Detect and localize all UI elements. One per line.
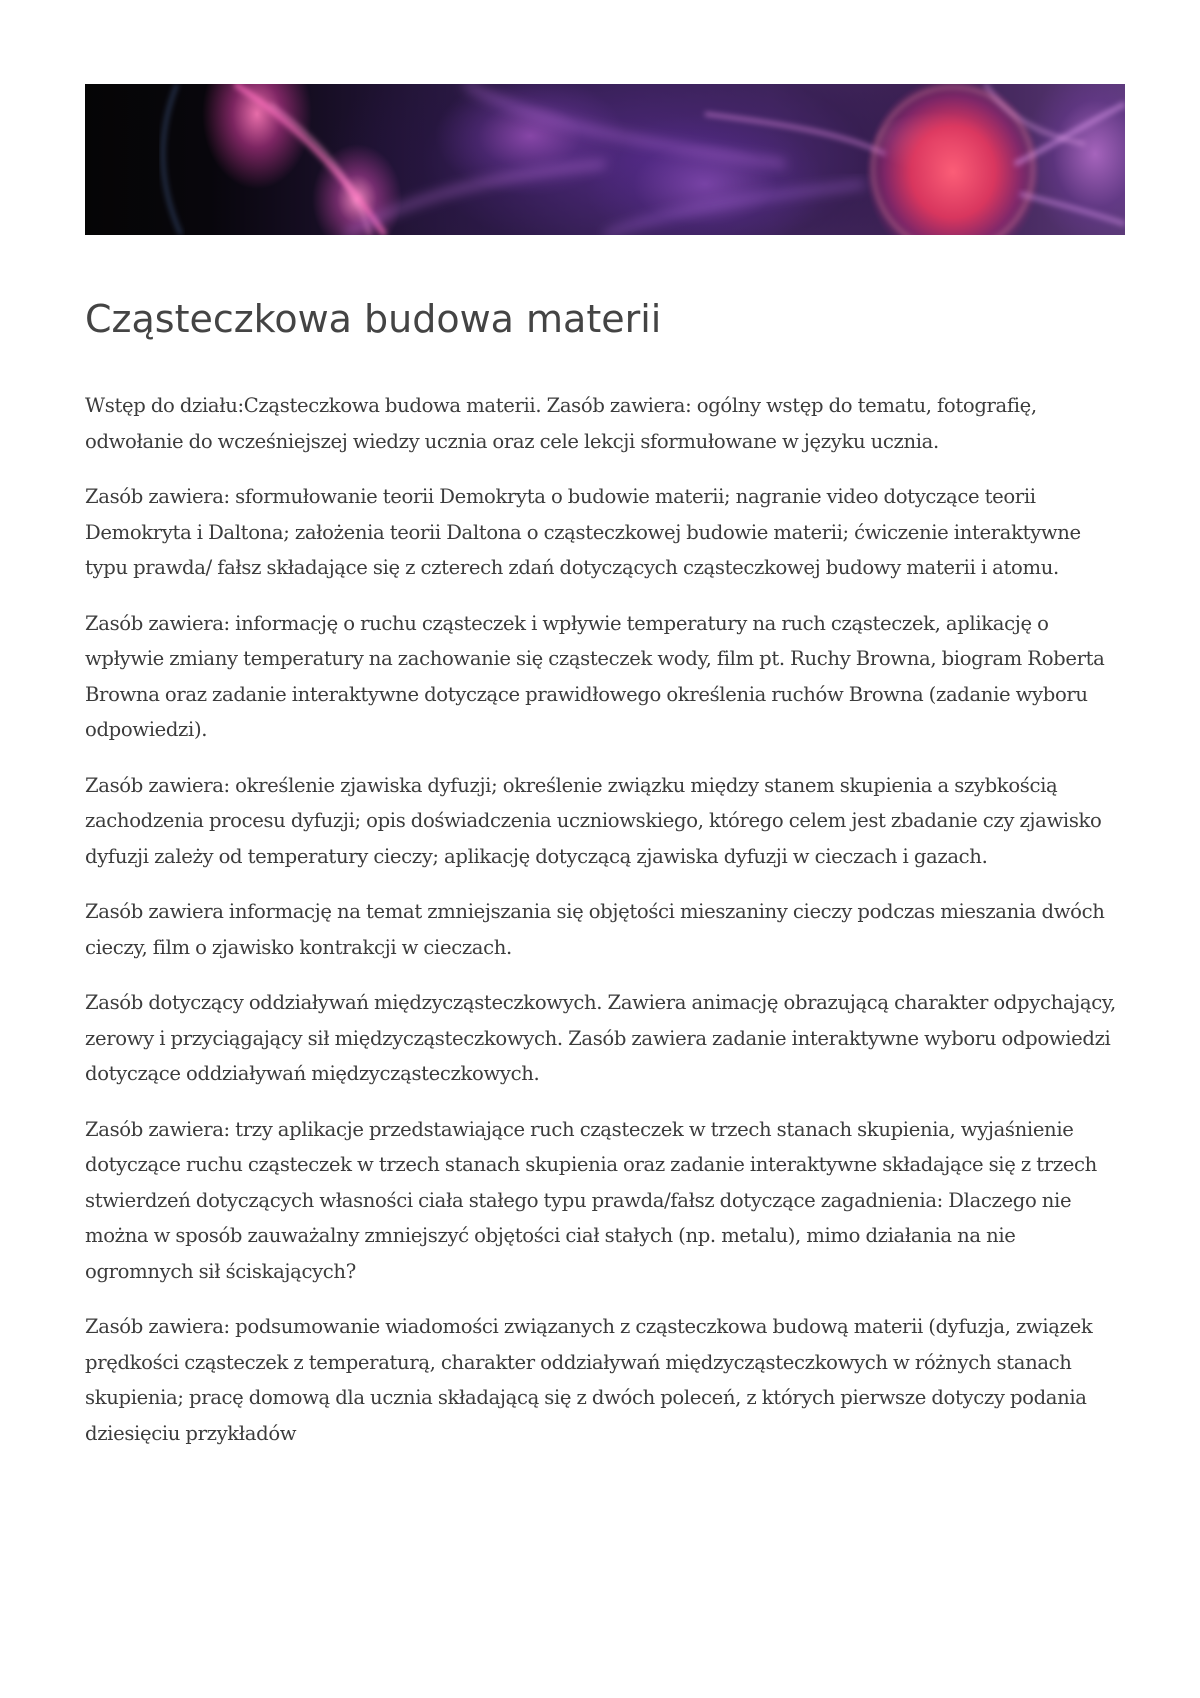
plasma-ball-banner-image bbox=[85, 84, 1125, 235]
document-body bbox=[85, 388, 1125, 1451]
plasma-filaments-icon bbox=[85, 84, 1125, 235]
paragraph-intermolecular-forces: Zasób dotyczący oddziaływań międzycząsteczkowych. Zawiera animację obrazującą charakter odpychający, zerowy i przyciągający sił międzycząsteczkowych. Zasób zawiera zadanie interaktywne wyboru odpowiedzi dotyczące oddziaływań międzycząsteczkowych. bbox=[85, 991, 1116, 1085]
paragraph-summary: Zasób zawiera: podsumowanie wiadomości związanych z cząsteczkowa budową materii (dyfuzja, związek prędkości cząsteczek z temperaturą, charakter oddziaływań międzycząsteczkowych w różnych stanach skupienia; pracę domową dla ucznia składającą się z dwóch poleceń, z których pierwsze dotyczy podania dziesięciu przykładów bbox=[85, 1315, 1093, 1445]
paragraph-intro: Wstęp do działu:Cząsteczkowa budowa materii. Zasób zawiera: ogólny wstęp do tematu, fotografię, odwołanie do wcześniejszej wiedzy ucznia oraz cele lekcji sformułowane w języku ucznia. bbox=[85, 394, 1037, 453]
paragraph-states-of-matter: Zasób zawiera: trzy aplikacje przedstawiające ruch cząsteczek w trzech stanach skupienia, wyjaśnienie dotyczące ruchu cząsteczek w trzech stanach skupienia oraz zadanie interaktywne składające się z trzech stwierdzeń dotyczących własności ciała stałego typu prawda/fałsz dotyczące zagadnienia: Dlaczego nie można w sposób zauważalny zmniejszyć objętości ciał stałych (np. metalu), mimo działania na nie ogromnych sił ściskających? bbox=[85, 1117, 1097, 1283]
paragraph-brownian-motion: Zasób zawiera: informację o ruchu cząsteczek i wpływie temperatury na ruch cząsteczek, aplikację o wpływie zmiany temperatury na zachowanie się cząsteczek wody, film pt. Ruchy Browna, biogram Roberta Browna oraz zadanie interaktywne dotyczące prawidłowego określenia ruchów Browna (zadanie wyboru odpowiedzi). bbox=[85, 611, 1105, 741]
paragraph-contraction: Zasób zawiera informację na temat zmniejszania się objętości mieszaniny cieczy podczas mieszania dwóch cieczy, film o zjawisko kontrakcji w cieczach. bbox=[85, 900, 1105, 959]
page-title: Cząsteczkowa budowa materii bbox=[85, 297, 662, 341]
paragraph-diffusion: Zasób zawiera: określenie zjawiska dyfuzji; określenie związku między stanem skupienia a szybkością zachodzenia procesu dyfuzji; opis doświadczenia uczniowskiego, którego celem jest zbadanie czy zjawisko dyfuzji zależy od temperatury cieczy; aplikację dotyczącą zjawiska dyfuzji w cieczach i gazach. bbox=[85, 773, 1102, 868]
document-page bbox=[85, 84, 1125, 1471]
paragraph-democritus: Zasób zawiera: sformułowanie teorii Demokryta o budowie materii; nagranie video dotyczące teorii Demokryta i Daltona; założenia teorii Daltona o cząsteczkowej budowie materii; ćwiczenie interaktywne typu prawda/ fałsz składające się z czterech zdań dotyczących cząsteczkowej budowy materii i atomu. bbox=[85, 485, 1081, 579]
